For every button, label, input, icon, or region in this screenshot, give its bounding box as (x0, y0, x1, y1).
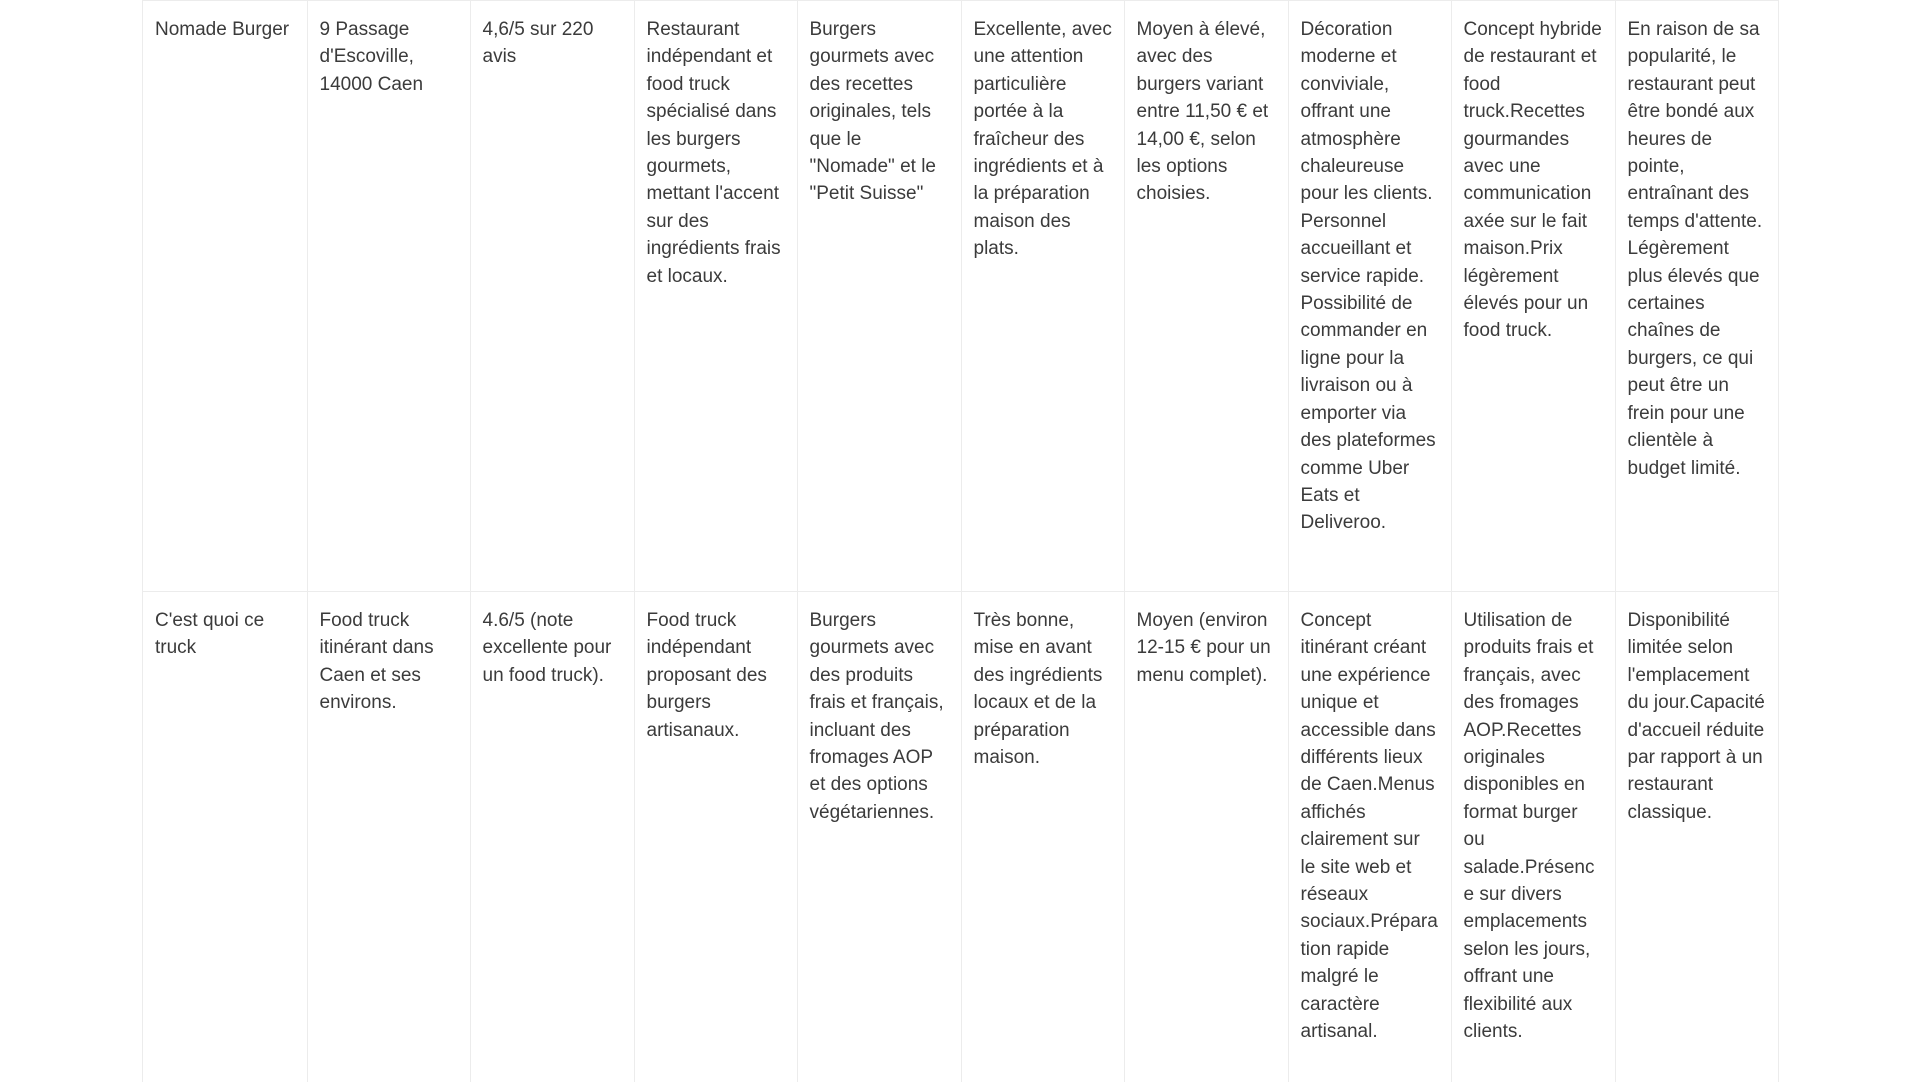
cell-experience: Concept itinérant créant une expérience unique et accessible dans différents lieux de Caen.Menus affichés clairement sur le site web et réseaux sociaux.Préparation rapide malgré le caractère artisanal. (1288, 592, 1451, 1082)
cell-strengths: Concept hybride de restaurant et food truck.Recettes gourmandes avec une communication axée sur le fait maison.Prix légèrement élevés pour un food truck. (1451, 1, 1615, 592)
cell-offer: Burgers gourmets avec des recettes originales, tels que le "Nomade" et le "Petit Suisse" (797, 1, 961, 592)
cell-weaknesses: En raison de sa popularité, le restaurant peut être bondé aux heures de pointe, entraînant des temps d'attente. Légèrement plus élevés que certaines chaînes de burgers, ce qui peut être un frein pour une clientèle à budget limité. (1615, 1, 1778, 592)
cell-address: Food truck itinérant dans Caen et ses environs. (307, 592, 470, 1082)
cell-strengths: Utilisation de produits frais et français, avec des fromages AOP.Recettes originales disponibles en format burger ou salade.Présence sur divers emplacements selon les jours, offrant une flexibilité aux clients. (1451, 592, 1615, 1082)
cell-address: 9 Passage d'Escoville, 14000 Caen (307, 1, 470, 592)
cell-rating: 4,6/5 sur 220 avis (470, 1, 634, 592)
table-row (143, 1, 1778, 592)
table-row (143, 592, 1778, 1082)
competitor-comparison-table (143, 0, 1779, 1082)
cell-offer: Burgers gourmets avec des produits frais et français, incluant des fromages AOP et des options végétariennes. (797, 592, 961, 1082)
cell-type: Food truck indépendant proposant des burgers artisanaux. (634, 592, 797, 1082)
cell-quality: Excellente, avec une attention particulière portée à la fraîcheur des ingrédients et à la préparation maison des plats. (961, 1, 1124, 592)
cell-type: Restaurant indépendant et food truck spécialisé dans les burgers gourmets, mettant l'accent sur des ingrédients frais et locaux. (634, 1, 797, 592)
cell-name: C'est quoi ce truck (143, 592, 307, 1082)
cell-price: Moyen (environ 12-15 € pour un menu complet). (1124, 592, 1288, 1082)
cell-rating: 4.6/5 (note excellente pour un food truck). (470, 592, 634, 1082)
cell-name: Nomade Burger (143, 1, 307, 592)
cell-experience: Décoration moderne et conviviale, offrant une atmosphère chaleureuse pour les clients. Personnel accueillant et service rapide. Possibilité de commander en ligne pour la livraison ou à emporter via des plateformes comme Uber Eats et Deliveroo. (1288, 1, 1451, 592)
comparison-table-container (142, 0, 1778, 1082)
cell-price: Moyen à élevé, avec des burgers variant entre 11,50 € et 14,00 €, selon les options choisies. (1124, 1, 1288, 592)
cell-weaknesses: Disponibilité limitée selon l'emplacement du jour.Capacité d'accueil réduite par rapport à un restaurant classique. (1615, 592, 1778, 1082)
cell-quality: Très bonne, mise en avant des ingrédients locaux et de la préparation maison. (961, 592, 1124, 1082)
